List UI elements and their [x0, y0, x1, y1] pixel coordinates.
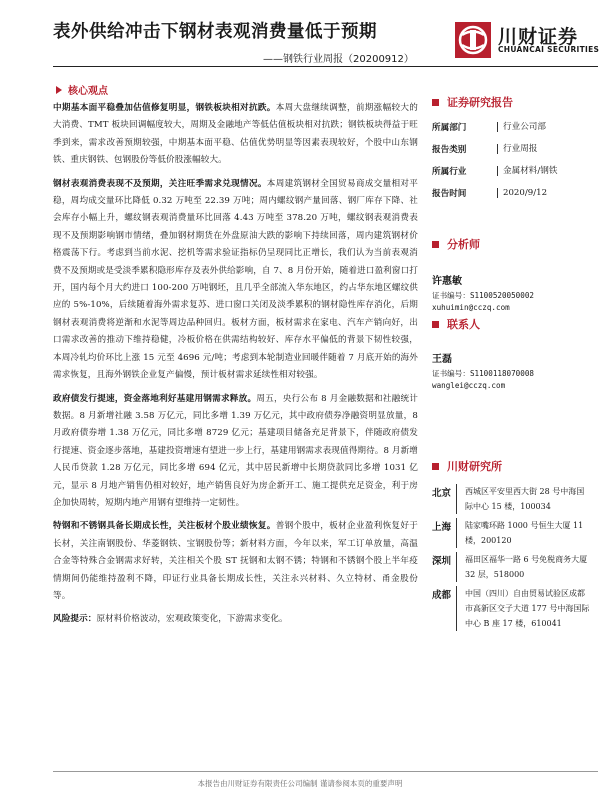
footer-rule	[53, 771, 598, 772]
analyst-email[interactable]: xuhuimin@cczq.com	[432, 303, 510, 312]
core-views-section	[53, 82, 418, 635]
paragraph-4: 特钢和不锈钢具备长期成长性，关注板材个股业绩恢复。普钢个股中，板材企业盈利恢复好于长材，关注南钢股份、华菱钢铁、宝钢股份等；新材料方面，今年以来，军工订单放量，高温合金等特殊合金钢需求好转，关注相关个股 ST 抚钢和太钢不锈；特钢和不锈钢个股上半年疫情期间仍能维持盈利不降，印证行业具备长期成长性，关注永兴材料、久立特材、甬金股份等。	[53, 521, 418, 601]
report-info-heading: 证券研究报告	[432, 94, 598, 110]
contact-email[interactable]: wanglei@cczq.com	[432, 381, 506, 390]
contact-section	[432, 316, 598, 392]
square-bullet-icon	[432, 321, 439, 328]
analyst-section	[432, 236, 598, 314]
info-row-department: 所属部门 行业公司部	[432, 122, 546, 133]
logo-name-en: CHUANCAI SECURITIES	[498, 45, 600, 54]
header-rule	[53, 66, 598, 67]
footer-disclaimer: 本报告由川财证券有限责任公司编制 谨请参阅本页的重要声明	[197, 779, 403, 788]
paragraph-3: 政府债发行提速，资金落地利好基建用钢需求释放。周五，央行公布 8 月金融数据和社融统计数据。8 月新增社融 3.58 万亿元，同比多增 1.39 万亿元，其中政府债券净融资明显放量，8 月政府债券增 1.38 万亿元，同比多增 8729 亿元；基建项目储备充足背景下，伴随政府债发行提速、资金逐步落地，基建投资增速有望进一步上行，基建用钢需求表现值得期待。8 月新增人民币贷款 1.28 万亿元，同比多增 694 亿元，其中居民新增中长期贷款同比多增 1031 亿元，显示 8 月地产销售仍相对较好，地产销售良好为房企新开工、施工提供充足资金，利于房企加快周转，短期内地产用钢有望维持一定韧性。	[53, 393, 418, 508]
contact-name: 王磊	[432, 354, 452, 365]
info-row-industry: 所属行业 金属材料/钢铁	[432, 166, 558, 177]
square-bullet-icon	[432, 99, 439, 106]
core-views-heading: 核心观点	[53, 82, 418, 97]
triangle-bullet-icon	[56, 86, 62, 94]
research-institute-section	[432, 458, 598, 635]
report-subtitle: ——钢铁行业周报（20200912）	[263, 54, 414, 65]
office-beijing: 北京 西城区平安里西大街 28 号中海国际中心 15 楼，100034	[432, 484, 598, 514]
square-bullet-icon	[432, 241, 439, 248]
contact-cert: 证书编号：S1100118070008	[432, 369, 534, 378]
research-institute-heading: 川财研究所	[432, 458, 598, 474]
info-row-date: 报告时间 2020/9/12	[432, 188, 548, 199]
office-shanghai: 上海 陆家嘴环路 1000 号恒生大厦 11 楼，200120	[432, 518, 598, 548]
analyst-heading: 分析师	[432, 236, 598, 252]
contact-heading: 联系人	[432, 316, 598, 332]
logo-name-cn: 川财证券	[498, 26, 579, 48]
report-info-section	[432, 94, 598, 204]
office-chengdu: 成都 中国（四川）自由贸易试验区成都市高新区交子大道 177 号中海国际中心 B 座 17 楼，610041	[432, 586, 598, 631]
report-title: 表外供给冲击下钢材表观消费量低于预期	[53, 22, 377, 42]
analyst-name: 许惠敏	[432, 276, 462, 287]
risk-warning: 风险提示：原材料价格波动，宏观政策变化，下游需求变化。	[53, 614, 288, 625]
chuancai-logo-icon	[455, 22, 491, 58]
analyst-cert: 证书编号：S1100520050002	[432, 291, 534, 300]
paragraph-2: 钢材表观消费表现不及预期，关注旺季需求兑现情况。本周建筑钢材全国贸易商成交量相对平稳，周均成交量环比降低 0.32 万吨至 22.39 万吨；周内螺纹钢产量回落、钢厂库存下降、社会库存小幅上升，螺纹钢表观消费量环比回落 4.43 万吨至 378.20 万吨，螺纹钢表观消费表现不及预期影响钢市情绪，叠加钢材期货在外盘原油大跌的影响下持续回落，周内建筑钢材价格震荡下行。考虑到当前水泥、挖机等需求验证指标仍呈现同比正增长，我们认为当前表观消费不及预期或是受淡季累积隐形库存及表外供给影响，自 7、8 月份开始，随着进口盈利窗口打开，国内每个月大约进口 100-200 万吨钢坯，且几乎全部流入华东地区，约占华东地区螺纹供应的 5%-10%，后续随着海外需求复苏、进口窗口关闭及淡季累积的钢材隐性库存消化，后期钢材表观消费将逆渐和水泥等周边品种回归。板材方面，板材需求在家电、汽车产销向好，出口需求改善的推动下维持稳健，冷板价格在供需结构较好、库存水平偏低的背景下韧性较强，本周冷轧均价环比上涨 15 元至 4696 元/吨；考虑到本轮制造业回暖伴随着 7 月底开始的海外需求恢复，且海外钢铁企业复产偏慢，预计板材需求延续性相对较强。	[53, 178, 418, 381]
info-row-category: 报告类别 行业周报	[432, 144, 538, 155]
square-bullet-icon	[432, 463, 439, 470]
paragraph-1: 中期基本面平稳叠加估值修复明显，钢铁板块相对抗跌。本周大盘继续调整，前期涨幅较大的大消费、TMT 板块回调幅度较大，周期及金融地产等低估值板块相对抗跌；钢铁板块得益于旺季到来，需求改善预期较强，中期基本面平稳、估值优势明显等因素表现较好，个股中山东钢铁、重庆钢铁、包钢股份等低价股涨幅较大。	[53, 103, 418, 166]
office-shenzhen: 深圳 福田区福华一路 6 号免税商务大厦 32 层，518000	[432, 552, 598, 582]
